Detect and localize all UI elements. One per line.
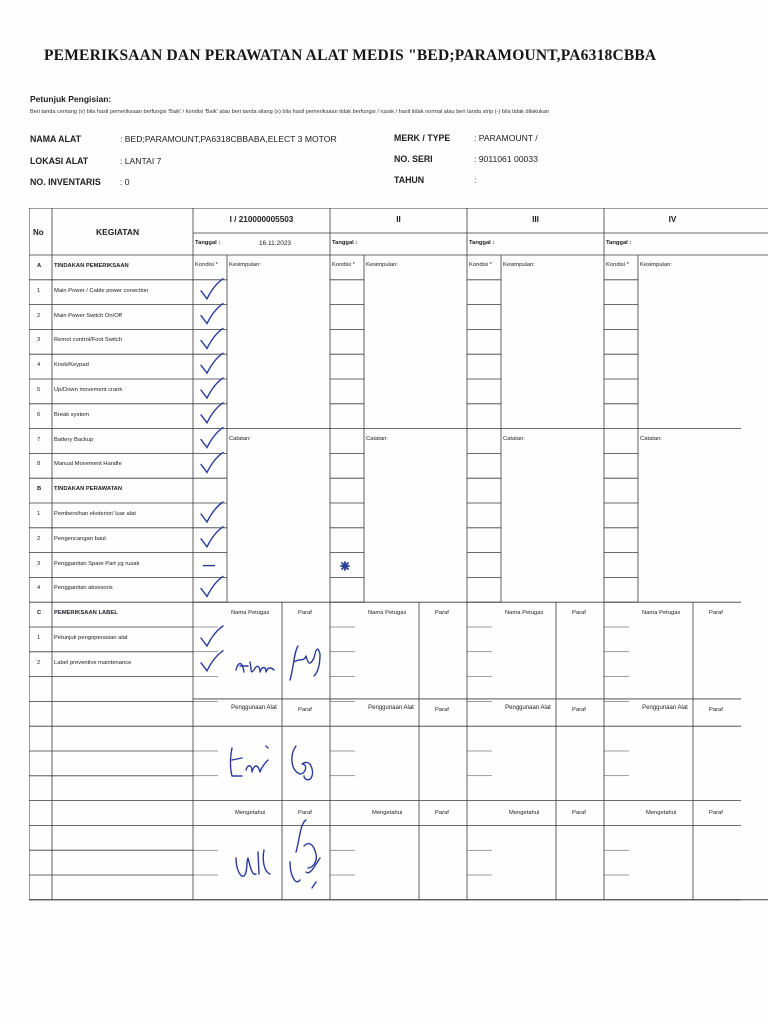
activity-label: Pengencangan baut xyxy=(54,535,106,542)
check-mark-icon xyxy=(201,304,223,324)
tanggal-value-1: 16.11.2023 xyxy=(259,240,292,247)
section-heading: TINDAKAN PEMERIKSAAN xyxy=(54,263,129,269)
activity-label: Battery Backup xyxy=(54,436,94,443)
penggunaan-label-2: Penggunaan Alat xyxy=(368,704,414,711)
nama-alat-value: : BED;PARAMOUNT,PA6318CBBABA,ELECT 3 MOTOR xyxy=(120,134,337,144)
activity-label: Penggantian Spare Part yg rusak xyxy=(54,560,140,567)
kegiatan-header: KEGIATAN xyxy=(96,227,140,237)
table-grid-lines xyxy=(29,208,768,906)
activity-label: Manual Movement Handle xyxy=(54,461,122,468)
kondisi-label-4: Kondisi * xyxy=(606,262,629,268)
period-header-1: I / 210000005503 xyxy=(229,215,294,224)
check-mark-icon xyxy=(201,279,223,299)
inventaris-label: NO. INVENTARIS xyxy=(30,177,101,187)
activity-label: Knob/Keypad xyxy=(54,362,89,369)
nama-petugas-label-2: Nama Petugas xyxy=(368,610,407,617)
row-no-14: C xyxy=(37,610,42,617)
kesimpulan-label-3: Kesimpulan: xyxy=(503,262,535,268)
check-mark-icon xyxy=(201,452,223,472)
paraf-mengetahui-label-1: Paraf xyxy=(298,809,312,816)
tanggal-label-1: Tanggal : xyxy=(195,240,221,246)
catatan-label-2: Catatan: xyxy=(366,435,388,442)
nama-petugas-label-1: Nama Petugas xyxy=(231,610,270,617)
paraf-label-1: Paraf xyxy=(298,610,312,617)
row-no-2: 2 xyxy=(37,312,41,319)
period-header-4: IV xyxy=(668,215,677,224)
check-mark-icon xyxy=(201,353,223,373)
nama-petugas-label-3: Nama Petugas xyxy=(505,610,544,617)
kondisi-label-2: Kondisi * xyxy=(332,262,355,268)
row-no-10: 1 xyxy=(37,511,41,517)
kesimpulan-label-1: Kesimpulan: xyxy=(229,262,261,268)
paraf-label-4: Paraf xyxy=(709,610,723,617)
row-no-4: 4 xyxy=(37,362,41,369)
instructions-text: Beri tanda centang (v) bila hasil pemeriksaan berfungsi 'Baik' / kondisi 'Baik' atau beri tanda silang (x) bila hasil pemeriksaan tidak berfungsi / rusak / hasil tidak normal atau beri tanda strip (-) bila tidak dilakukan xyxy=(30,109,550,115)
row-no-9: B xyxy=(37,486,42,493)
penggunaan-label-1: Penggunaan Alat xyxy=(231,704,277,711)
section-heading: TINDAKAN PERAWATAN xyxy=(54,486,123,493)
paraf-mengetahui-label-3: Paraf xyxy=(572,809,586,816)
kondisi-label-1: Kondisi * xyxy=(195,262,218,268)
kesimpulan-label-4: Kesimpulan: xyxy=(640,262,672,268)
paraf-penggunaan-label-2: Paraf xyxy=(435,706,449,713)
row-no-16: 2 xyxy=(37,659,41,666)
paraf-penggunaan-label-1: Paraf xyxy=(298,706,312,713)
row-no-12: 3 xyxy=(37,560,41,567)
row-no-8: 8 xyxy=(37,461,41,468)
check-mark-icon xyxy=(201,651,223,671)
paraf-label-2: Paraf xyxy=(435,610,449,617)
tahun-value: : xyxy=(474,175,477,185)
check-mark-icon xyxy=(201,527,223,547)
penggunaan-label-3: Penggunaan Alat xyxy=(505,704,551,711)
row-no-6: 6 xyxy=(37,411,41,418)
row-no-13: 4 xyxy=(37,585,41,592)
nama-petugas-label-4: Nama Petugas xyxy=(642,610,681,617)
period-header-3: III xyxy=(532,215,539,224)
row-no-5: 5 xyxy=(37,387,41,393)
lokasi-value: : LANTAI 7 xyxy=(120,156,162,166)
tahun-label: TAHUN xyxy=(394,175,425,185)
lokasi-label: LOKASI ALAT xyxy=(30,156,89,166)
catatan-label-4: Catatan: xyxy=(640,435,662,442)
activity-label: Break system xyxy=(54,411,90,418)
period-header-2: II xyxy=(396,215,401,224)
paraf-label-3: Paraf xyxy=(572,610,586,617)
kondisi-label-3: Kondisi * xyxy=(469,262,492,268)
check-mark-icon xyxy=(201,378,223,398)
paraf-mengetahui-label-2: Paraf xyxy=(435,809,449,816)
inventaris-value: : 0 xyxy=(120,177,130,187)
check-mark-icon xyxy=(201,328,223,348)
activity-label: Petunjuk pengoperasian alat xyxy=(54,635,128,641)
activity-label: Pembersihan eksterior/ luar alat xyxy=(54,511,136,517)
catatan-label-1: Catatan: xyxy=(229,435,251,442)
activity-label: Penggantian aksesoris xyxy=(54,585,113,592)
activity-label: Main Power Switch On/Off xyxy=(54,312,122,319)
tanggal-label-2: Tanggal : xyxy=(332,240,358,246)
mengetahui-label-3: Mengetahui xyxy=(509,809,540,816)
kesimpulan-label-2: Kesimpulan: xyxy=(366,262,398,268)
check-mark-icon xyxy=(201,403,223,423)
document-title: PEMERIKSAAN DAN PERAWATAN ALAT MEDIS "BED;PARAMOUNT,PA6318CBBA xyxy=(44,47,657,64)
row-no-7: 7 xyxy=(37,436,41,443)
paraf-penggunaan-label-4: Paraf xyxy=(709,706,723,713)
activity-label: Label preventive maintenance xyxy=(54,659,132,666)
check-mark-icon xyxy=(201,428,223,448)
paraf-penggunaan-label-3: Paraf xyxy=(572,706,586,713)
penggunaan-label-4: Penggunaan Alat xyxy=(642,704,688,711)
check-mark-icon xyxy=(201,576,223,596)
tanggal-label-4: Tanggal : xyxy=(606,240,632,246)
section-heading: PEMERIKSAAN LABEL xyxy=(54,610,118,617)
row-no-11: 2 xyxy=(37,535,41,542)
merk-value: : PARAMOUNT / xyxy=(474,133,538,143)
activity-label: Remot control/Foot Switch xyxy=(54,337,122,344)
instructions-heading: Petunjuk Pengisian: xyxy=(30,94,112,104)
mengetahui-label-2: Mengetahui xyxy=(372,809,403,816)
merk-label: MERK / TYPE xyxy=(394,133,451,143)
activity-label: Main Power / Cable power conection xyxy=(54,287,149,294)
seri-label: NO. SERI xyxy=(394,154,433,164)
catatan-label-3: Catatan: xyxy=(503,435,525,442)
activity-label: Up/Down movement crank xyxy=(54,387,123,393)
nama-alat-label: NAMA ALAT xyxy=(30,134,81,144)
paraf-mengetahui-label-4: Paraf xyxy=(709,809,723,816)
row-no-1: 1 xyxy=(37,287,41,294)
check-mark-icon xyxy=(201,626,223,646)
tanggal-label-3: Tanggal : xyxy=(469,240,495,246)
mengetahui-label-1: Mengetahui xyxy=(235,809,266,816)
row-no-3: 3 xyxy=(37,337,41,344)
row-no-15: 1 xyxy=(37,635,41,641)
mengetahui-label-4: Mengetahui xyxy=(646,809,677,816)
no-header: No xyxy=(33,228,44,237)
check-mark-icon xyxy=(201,502,223,522)
seri-value: : 9011061 00033 xyxy=(474,154,538,164)
row-no-0: A xyxy=(37,263,42,269)
